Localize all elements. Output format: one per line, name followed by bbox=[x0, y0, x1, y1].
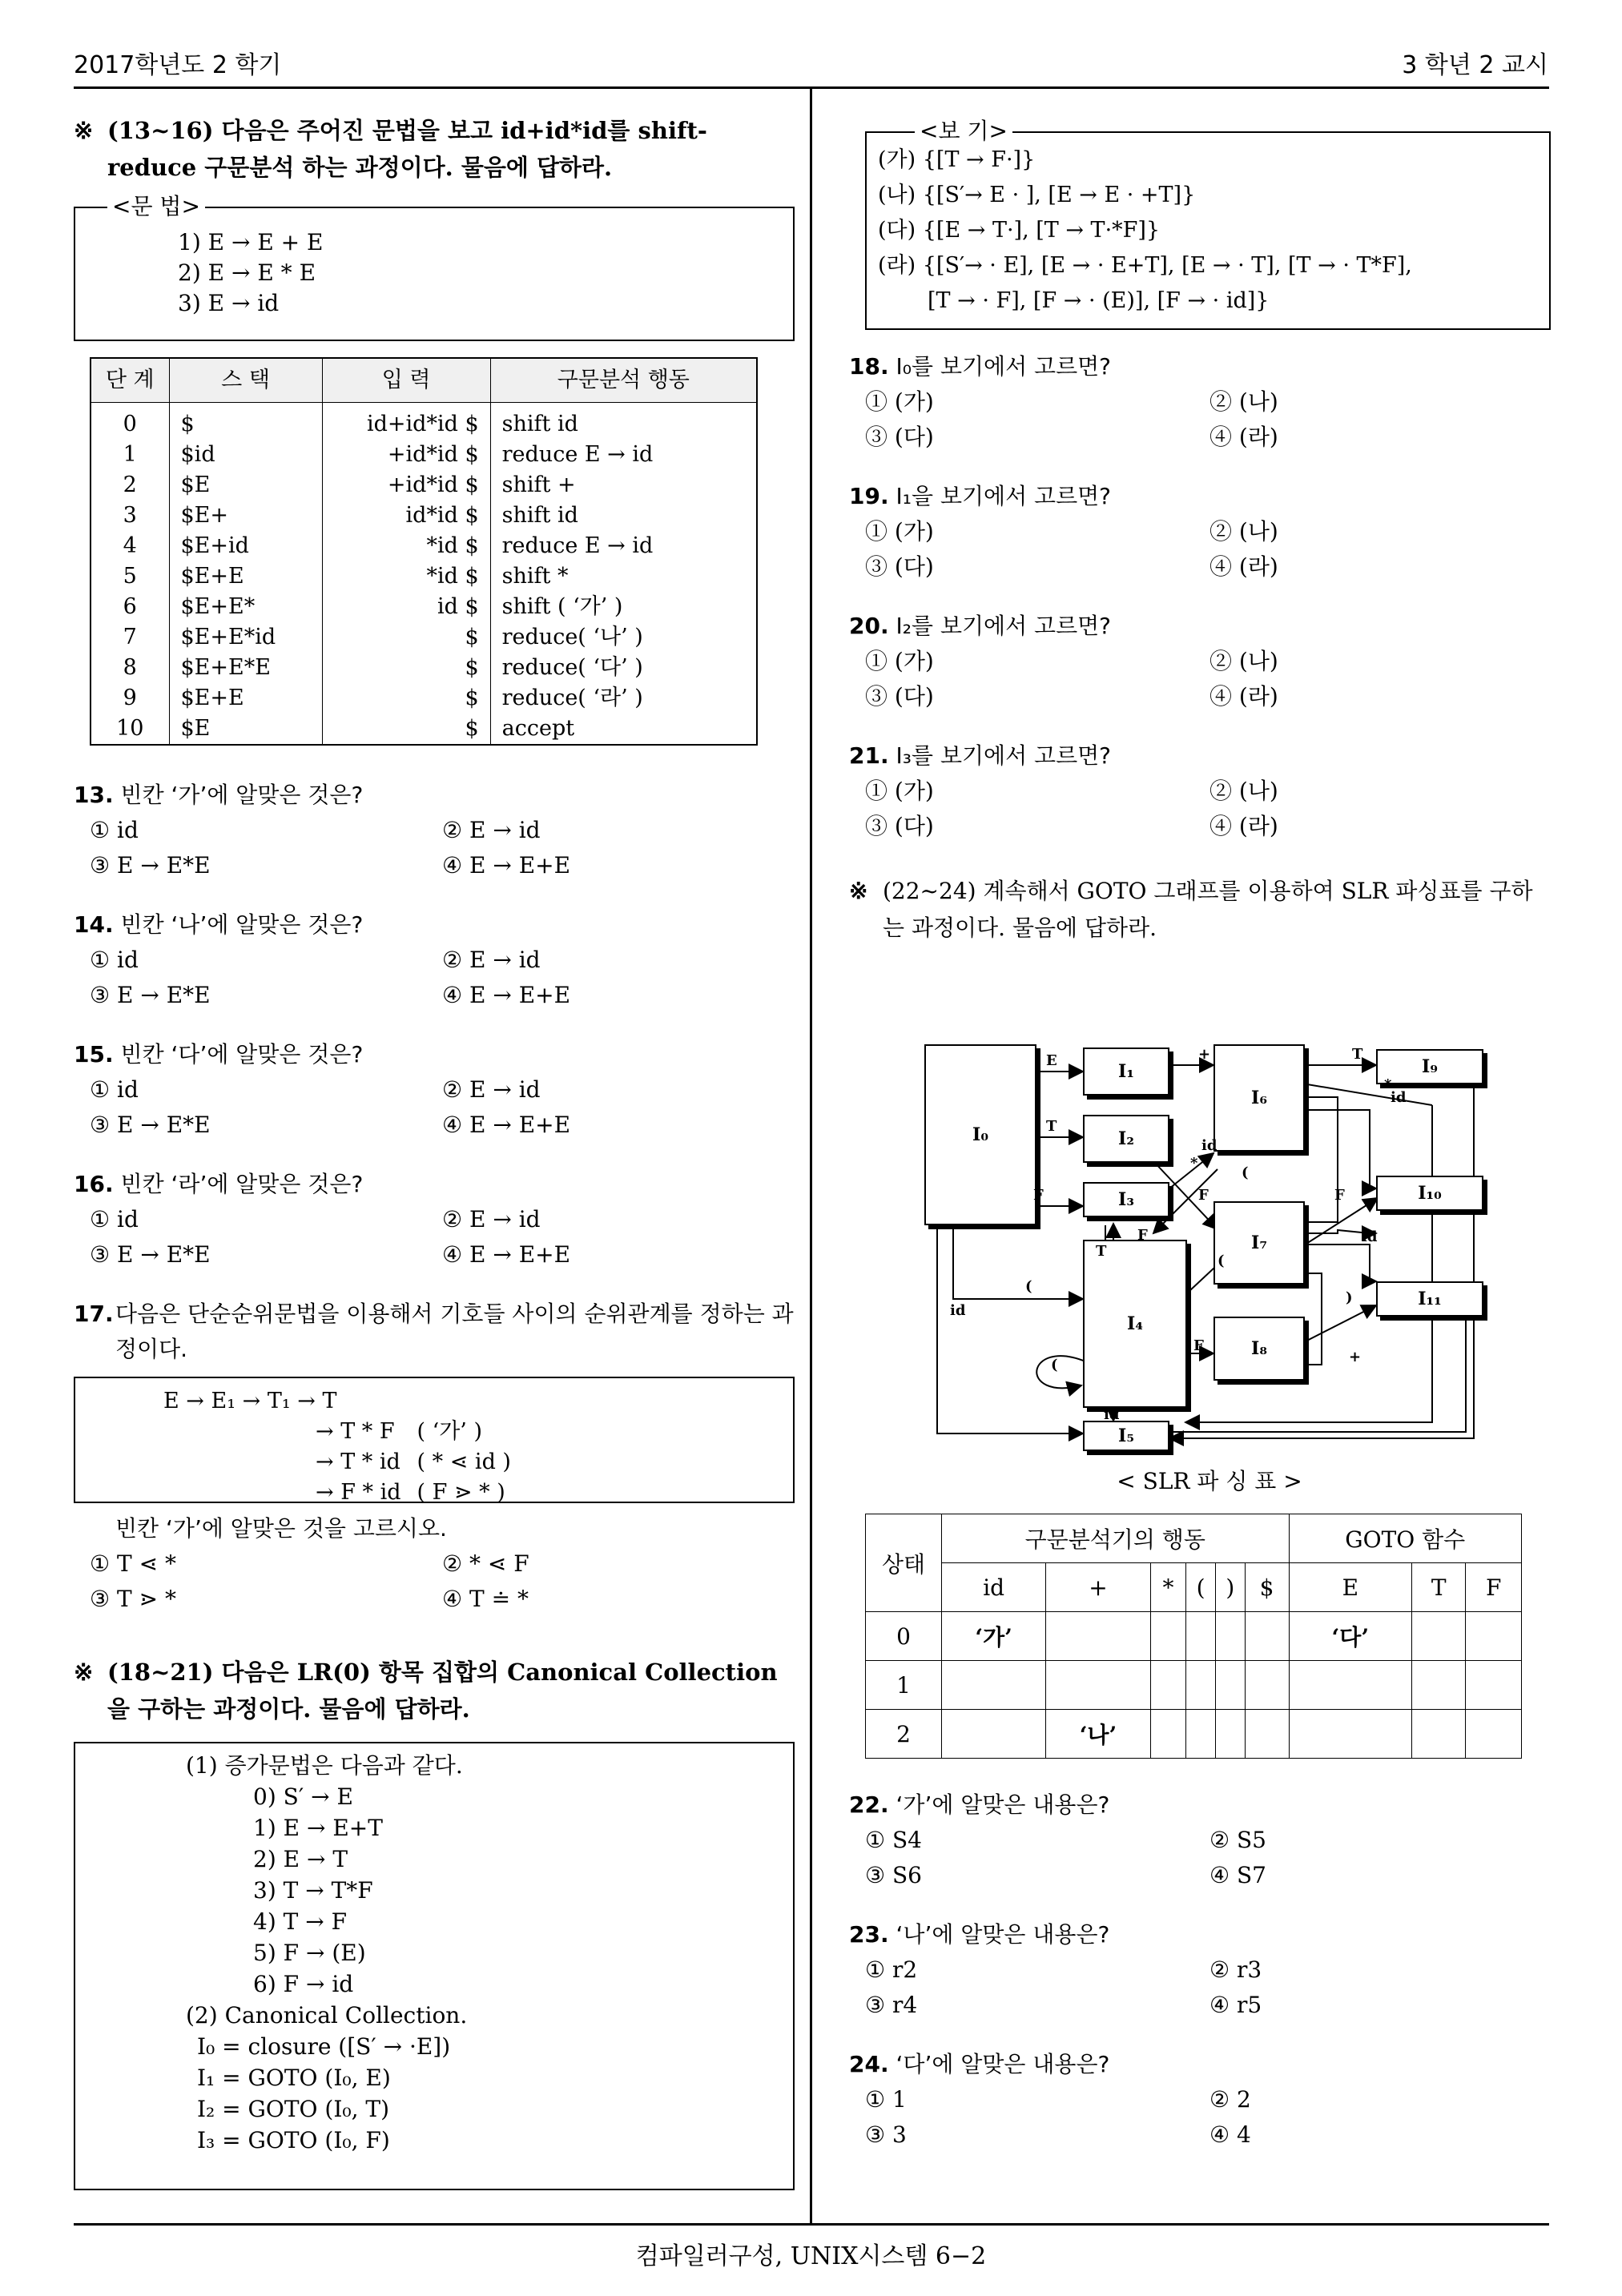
question-text: I₃를 보기에서 고르면? bbox=[896, 742, 1112, 769]
grammar-rule: 3) E → id bbox=[178, 290, 280, 316]
question-16 bbox=[74, 1167, 795, 1202]
question-number: 21. bbox=[849, 742, 889, 769]
derivation-cell: E → E₁ → T₁ → T bbox=[163, 1389, 337, 1413]
edge-label: * bbox=[1190, 1155, 1198, 1172]
question-22-options bbox=[849, 1823, 1554, 1893]
table-cell: $E+E*E bbox=[169, 653, 322, 683]
bogi-item: (다) {[E → T·], [T → T·*F]} bbox=[878, 218, 1161, 243]
left-column bbox=[74, 112, 795, 2190]
bogi-item: (나) {[S′→ E · ], [E → E · +T]} bbox=[878, 183, 1196, 207]
derivation-cell: → F * id bbox=[316, 1480, 401, 1505]
option-2[interactable]: ② * ⋖ F bbox=[442, 1550, 529, 1577]
table-cell: shift id bbox=[490, 501, 757, 531]
table-cell: $E+id bbox=[169, 531, 322, 561]
section-18-21-instructions bbox=[74, 1654, 795, 1727]
question-text: I₀를 보기에서 고르면? bbox=[896, 353, 1112, 380]
table-cell: $ bbox=[169, 403, 322, 440]
table-cell: id*id $ bbox=[322, 501, 490, 531]
canonical-collection-lines bbox=[75, 1750, 793, 2156]
question-text: 빈칸 ‘가’에 알맞은 것은? bbox=[120, 782, 364, 808]
option-2[interactable]: ② E → id bbox=[442, 817, 541, 843]
table-cell: *id $ bbox=[322, 531, 490, 561]
edge-label: F bbox=[1033, 1187, 1044, 1204]
option-4[interactable]: ④ (라) bbox=[1209, 424, 1278, 450]
option-2[interactable]: ② (나) bbox=[1209, 518, 1278, 545]
option-1[interactable]: ① (가) bbox=[865, 388, 934, 415]
slr-cell: ‘가’ bbox=[942, 1612, 1046, 1661]
option-3[interactable]: ③ S6 bbox=[865, 1862, 922, 1888]
derivation-cell bbox=[409, 1386, 519, 1417]
option-3[interactable]: ③ (다) bbox=[865, 553, 934, 580]
goto-graph bbox=[921, 1041, 1498, 1458]
question-number: 20. bbox=[849, 613, 889, 639]
bogi-item: [T → · F], [F → · (E)], [F → · id]} bbox=[928, 288, 1270, 313]
table-row bbox=[91, 622, 757, 653]
question-19-options bbox=[849, 514, 1554, 585]
slr-parsing-table bbox=[865, 1514, 1522, 1759]
bogi-item: (가) {[T → F·]} bbox=[878, 147, 1036, 172]
slr-cell bbox=[942, 1710, 1046, 1759]
edge-label: * bbox=[1384, 1076, 1392, 1093]
canonical-collection-box bbox=[74, 1742, 795, 2190]
collection-line: (2) Canonical Collection. bbox=[186, 2002, 468, 2029]
slr-cell bbox=[1186, 1661, 1216, 1710]
option-1[interactable]: ① T ⋖ * bbox=[90, 1550, 176, 1577]
slr-cell bbox=[1245, 1612, 1289, 1661]
graph-node-i5: I₅ bbox=[1083, 1421, 1169, 1451]
question-text: ‘다’에 알맞은 내용은? bbox=[896, 2051, 1110, 2077]
graph-node-i10: I₁₀ bbox=[1376, 1176, 1483, 1211]
derivation-table bbox=[155, 1386, 519, 1508]
collection-line: 5) F → (E) bbox=[253, 1940, 366, 1966]
question-text: I₂를 보기에서 고르면? bbox=[896, 613, 1112, 639]
table-cell: $E+E* bbox=[169, 592, 322, 622]
question-18 bbox=[849, 349, 1554, 384]
question-13-options bbox=[74, 813, 795, 883]
table-cell: id $ bbox=[322, 592, 490, 622]
table-cell: reduce( ‘라’ ) bbox=[490, 683, 757, 714]
question-number: 22. bbox=[849, 1791, 889, 1818]
collection-line: (1) 증가문법은 다음과 같다. bbox=[186, 1752, 463, 1779]
edge-label: id bbox=[1201, 1137, 1218, 1154]
table-cell: shift + bbox=[490, 470, 757, 501]
grammar-box-label: <문 법> bbox=[107, 191, 205, 223]
slr-table-caption: < SLR 파 싱 표 > bbox=[1117, 1468, 1302, 1494]
column-divider bbox=[810, 88, 812, 2225]
slr-cell bbox=[1215, 1612, 1245, 1661]
bogi-item: (라) {[S′→ · E], [E → · E+T], [E → · T], [T → · T*F], bbox=[878, 253, 1412, 278]
table-cell: 3 bbox=[91, 501, 169, 531]
question-number: 16. bbox=[74, 1171, 114, 1197]
table-row bbox=[91, 653, 757, 683]
question-14 bbox=[74, 907, 795, 943]
option-3[interactable]: ③ (다) bbox=[865, 813, 934, 839]
derivation-cell: ( F ⋗ * ) bbox=[417, 1480, 505, 1505]
table-row bbox=[91, 561, 757, 592]
exam-year-semester: 2017학년도 2 학기 bbox=[74, 51, 282, 79]
slr-state-header: 상태 bbox=[866, 1514, 942, 1612]
option-4[interactable]: ④ (라) bbox=[1209, 553, 1278, 580]
bogi-lines bbox=[867, 143, 1549, 319]
edge-label: F bbox=[1137, 1227, 1148, 1244]
question-number: 17. bbox=[74, 1301, 114, 1327]
option-1[interactable]: ① (가) bbox=[865, 778, 934, 804]
question-15 bbox=[74, 1037, 795, 1072]
graph-node-i2: I₂ bbox=[1083, 1115, 1169, 1163]
edge-label: T bbox=[1096, 1243, 1107, 1260]
slr-cell bbox=[1466, 1710, 1522, 1759]
option-3[interactable]: ③ E → E*E bbox=[90, 1112, 211, 1138]
option-3[interactable]: ③ (다) bbox=[865, 424, 934, 450]
option-4[interactable]: ④ T ≐ * bbox=[442, 1586, 529, 1612]
question-text: I₁을 보기에서 고르면? bbox=[896, 483, 1112, 509]
shift-reduce-table bbox=[90, 357, 758, 746]
option-1[interactable]: ① id bbox=[90, 947, 139, 973]
grammar-rule: 1) E → E + E bbox=[178, 229, 324, 255]
slr-cell bbox=[1150, 1661, 1186, 1710]
table-cell: $id bbox=[169, 440, 322, 470]
question-text: 빈칸 ‘나’에 알맞은 것은? bbox=[120, 911, 364, 938]
table-cell: shift ( ‘가’ ) bbox=[490, 592, 757, 622]
table-cell: accept bbox=[490, 714, 757, 745]
slr-cell bbox=[1150, 1710, 1186, 1759]
question-23-options bbox=[849, 1952, 1554, 2023]
graph-node-i6: I₆ bbox=[1213, 1044, 1305, 1152]
collection-line: 1) E → E+T bbox=[253, 1815, 383, 1841]
graph-node-i4: I₄ bbox=[1083, 1240, 1187, 1408]
question-21 bbox=[849, 738, 1554, 774]
table-cell: $ bbox=[322, 683, 490, 714]
slr-cell bbox=[1150, 1612, 1186, 1661]
section-title: (13~16) 다음은 주어진 문법을 보고 id+id*id를 shift-reduce 구문분석 하는 과정이다. 물음에 답하라. bbox=[107, 117, 707, 181]
question-number: 18. bbox=[849, 353, 889, 380]
question-text: 빈칸 ‘라’에 알맞은 것은? bbox=[120, 1171, 364, 1197]
collection-line: I₀ = closure ([S′ → ·E]) bbox=[197, 2033, 451, 2060]
table-header: 구문분석 행동 bbox=[490, 358, 757, 403]
collection-line: 0) S′ → E bbox=[253, 1783, 353, 1810]
option-2[interactable]: ② E → id bbox=[442, 1076, 541, 1103]
table-cell: $E+E bbox=[169, 561, 322, 592]
collection-line: 3) T → T*F bbox=[253, 1877, 373, 1904]
option-2[interactable]: ② 2 bbox=[1209, 2086, 1251, 2113]
section-title: (22~24) 계속해서 GOTO 그래프를 이용하여 SLR 파싱표를 구하는 과정이다. 물음에 답하라. bbox=[883, 878, 1533, 941]
option-3[interactable]: ③ 3 bbox=[865, 2121, 907, 2148]
table-cell: reduce E → id bbox=[490, 531, 757, 561]
slr-cell: ‘다’ bbox=[1289, 1612, 1412, 1661]
question-number: 13. bbox=[74, 782, 114, 808]
option-2[interactable]: ② r3 bbox=[1209, 1956, 1262, 1983]
slr-cell bbox=[1412, 1710, 1466, 1759]
option-4[interactable]: ④ 4 bbox=[1209, 2121, 1251, 2148]
slr-cell bbox=[942, 1661, 1046, 1710]
right-column bbox=[849, 112, 1554, 947]
question-number: 15. bbox=[74, 1041, 114, 1068]
slr-cell: ‘나’ bbox=[1046, 1710, 1150, 1759]
option-1[interactable]: ① id bbox=[90, 1076, 139, 1103]
bogi-label: <보 기> bbox=[915, 115, 1012, 147]
option-2[interactable]: ② (나) bbox=[1209, 778, 1278, 804]
slr-column-header: T bbox=[1412, 1563, 1466, 1612]
derivation-cell: → T * F bbox=[316, 1419, 395, 1444]
edge-label: ( bbox=[1051, 1357, 1058, 1373]
option-4[interactable]: ④ E → E+E bbox=[442, 982, 571, 1008]
question-23 bbox=[849, 1917, 1554, 1952]
derivation-cell: ( * ⋖ id ) bbox=[417, 1450, 511, 1474]
table-cell: reduce( ‘나’ ) bbox=[490, 622, 757, 653]
option-2[interactable]: ② E → id bbox=[442, 1206, 541, 1232]
question-13 bbox=[74, 778, 795, 813]
edge-label: + bbox=[1349, 1349, 1362, 1365]
question-text: 빈칸 ‘다’에 알맞은 것은? bbox=[120, 1041, 364, 1068]
edge-label: E bbox=[1046, 1052, 1057, 1069]
slr-cell bbox=[1215, 1661, 1245, 1710]
question-17-options bbox=[74, 1546, 795, 1617]
question-20-options bbox=[849, 644, 1554, 714]
option-3[interactable]: ③ (다) bbox=[865, 683, 934, 710]
question-20 bbox=[849, 609, 1554, 644]
graph-node-i1: I₁ bbox=[1083, 1047, 1169, 1096]
question-number: 14. bbox=[74, 911, 114, 938]
table-header: 입 력 bbox=[322, 358, 490, 403]
table-row bbox=[91, 714, 757, 745]
edge-label: id bbox=[1391, 1089, 1407, 1106]
grammar-box bbox=[74, 193, 795, 341]
option-1[interactable]: ① id bbox=[90, 1206, 139, 1232]
option-3[interactable]: ③ T ⋗ * bbox=[90, 1586, 176, 1612]
table-cell: reduce E → id bbox=[490, 440, 757, 470]
questions-22-24 bbox=[849, 1787, 1554, 2153]
question-14-options bbox=[74, 943, 795, 1013]
table-row bbox=[91, 440, 757, 470]
table-cell: $ bbox=[322, 714, 490, 745]
slr-cell bbox=[1466, 1612, 1522, 1661]
question-text: ‘나’에 알맞은 내용은? bbox=[896, 1921, 1110, 1948]
table-row bbox=[91, 592, 757, 622]
table-cell: $E bbox=[169, 470, 322, 501]
graph-node-i0: I₀ bbox=[924, 1044, 1036, 1225]
question-24 bbox=[849, 2047, 1554, 2082]
slr-cell bbox=[1466, 1661, 1522, 1710]
edge-label: F bbox=[1198, 1187, 1209, 1204]
option-4[interactable]: ④ (라) bbox=[1209, 813, 1278, 839]
edge-label: + bbox=[1198, 1046, 1211, 1063]
table-cell: shift * bbox=[490, 561, 757, 592]
table-cell: 10 bbox=[91, 714, 169, 745]
graph-node-i11: I₁₁ bbox=[1376, 1281, 1483, 1317]
option-3[interactable]: ③ E → E*E bbox=[90, 852, 211, 879]
slr-cell bbox=[1046, 1612, 1150, 1661]
option-4[interactable]: ④ (라) bbox=[1209, 683, 1278, 710]
table-cell: 2 bbox=[91, 470, 169, 501]
slr-goto-header: GOTO 함수 bbox=[1289, 1514, 1522, 1563]
collection-line: I₂ = GOTO (I₀, T) bbox=[197, 2096, 390, 2122]
derivation-cell: ( ‘가’ ) bbox=[417, 1419, 483, 1444]
edge-label: T bbox=[1046, 1118, 1057, 1135]
option-1[interactable]: ① (가) bbox=[865, 518, 934, 545]
question-21-options bbox=[849, 774, 1554, 844]
table-cell: *id $ bbox=[322, 561, 490, 592]
question-number: 19. bbox=[849, 483, 889, 509]
slr-column-header: id bbox=[942, 1563, 1046, 1612]
slr-cell bbox=[1289, 1710, 1412, 1759]
table-header: 단 계 bbox=[91, 358, 169, 403]
option-4[interactable]: ④ E → E+E bbox=[442, 852, 571, 879]
slr-row bbox=[866, 1612, 1522, 1661]
slr-cell bbox=[1186, 1612, 1216, 1661]
slr-row bbox=[866, 1710, 1522, 1759]
edge-label: F bbox=[1334, 1187, 1345, 1204]
table-row bbox=[91, 683, 757, 714]
edge-label: ( bbox=[1242, 1164, 1249, 1181]
table-cell: 5 bbox=[91, 561, 169, 592]
option-1[interactable]: ① id bbox=[90, 817, 139, 843]
reference-mark: ※ bbox=[849, 878, 868, 904]
option-3[interactable]: ③ r4 bbox=[865, 1992, 918, 2018]
footer-rule bbox=[74, 2223, 1549, 2226]
option-2[interactable]: ② (나) bbox=[1209, 648, 1278, 674]
slr-cell: 1 bbox=[866, 1661, 942, 1710]
table-cell: +id*id $ bbox=[322, 470, 490, 501]
section-title: (18~21) 다음은 LR(0) 항목 집합의 Canonical Collection을 구하는 과정이다. 물음에 답하라. bbox=[107, 1659, 778, 1723]
table-cell: reduce( ‘다’ ) bbox=[490, 653, 757, 683]
question-16-options bbox=[74, 1202, 795, 1273]
slr-row bbox=[866, 1661, 1522, 1710]
edge-label: ( bbox=[1025, 1278, 1032, 1295]
slr-column-header: $ bbox=[1245, 1563, 1289, 1612]
slr-column-header: + bbox=[1046, 1563, 1150, 1612]
table-row bbox=[91, 470, 757, 501]
derivation-cell: → T * id bbox=[316, 1450, 400, 1474]
table-cell: id+id*id $ bbox=[322, 403, 490, 440]
section-13-16-instructions bbox=[74, 112, 795, 186]
slr-column-header: * bbox=[1150, 1563, 1186, 1612]
question-text: ‘가’에 알맞은 내용은? bbox=[896, 1791, 1110, 1818]
edge-label: T bbox=[1352, 1046, 1363, 1063]
collection-line: I₁ = GOTO (I₀, E) bbox=[197, 2065, 391, 2091]
table-cell: $E bbox=[169, 714, 322, 745]
table-header: 스 택 bbox=[169, 358, 322, 403]
precedence-derivation-box bbox=[74, 1377, 795, 1503]
graph-node-i7: I₇ bbox=[1213, 1201, 1305, 1285]
option-1[interactable]: ① 1 bbox=[865, 2086, 907, 2113]
reference-mark: ※ bbox=[74, 1659, 94, 1686]
table-cell: 0 bbox=[91, 403, 169, 440]
slr-cell bbox=[1186, 1710, 1216, 1759]
slr-cell bbox=[1245, 1661, 1289, 1710]
slr-cell bbox=[1412, 1661, 1466, 1710]
option-4[interactable]: ④ r5 bbox=[1209, 1992, 1262, 2018]
table-cell: 4 bbox=[91, 531, 169, 561]
graph-node-i8: I₈ bbox=[1213, 1317, 1305, 1381]
table-row bbox=[91, 501, 757, 531]
question-19 bbox=[849, 479, 1554, 514]
option-2[interactable]: ② E → id bbox=[442, 947, 541, 973]
table-cell: 6 bbox=[91, 592, 169, 622]
slr-action-header: 구문분석기의 행동 bbox=[942, 1514, 1290, 1563]
table-cell: 8 bbox=[91, 653, 169, 683]
slr-column-header: ) bbox=[1215, 1563, 1245, 1612]
slr-cell bbox=[1412, 1612, 1466, 1661]
table-row bbox=[91, 531, 757, 561]
collection-line: 2) E → T bbox=[253, 1846, 348, 1872]
collection-line: 4) T → F bbox=[253, 1908, 348, 1935]
option-2[interactable]: ② (나) bbox=[1209, 388, 1278, 415]
question-22 bbox=[849, 1787, 1554, 1823]
option-3[interactable]: ③ E → E*E bbox=[90, 1241, 211, 1268]
question-number: 23. bbox=[849, 1921, 889, 1948]
table-cell: shift id bbox=[490, 403, 757, 440]
question-24-options bbox=[849, 2082, 1554, 2153]
collection-line: I₃ = GOTO (I₀, F) bbox=[197, 2127, 390, 2153]
slr-cell bbox=[1289, 1661, 1412, 1710]
bogi-box bbox=[865, 118, 1551, 330]
table-cell: +id*id $ bbox=[322, 440, 490, 470]
option-1[interactable]: ① (가) bbox=[865, 648, 934, 674]
table-cell: $E+E*id bbox=[169, 622, 322, 653]
edge-label: E bbox=[1193, 1337, 1205, 1354]
table-cell: $ bbox=[322, 653, 490, 683]
slr-cell bbox=[1215, 1710, 1245, 1759]
reference-mark: ※ bbox=[74, 117, 94, 144]
option-3[interactable]: ③ E → E*E bbox=[90, 982, 211, 1008]
question-17 bbox=[74, 1297, 795, 1367]
option-4[interactable]: ④ S7 bbox=[1209, 1862, 1266, 1888]
edge-label: ( bbox=[1218, 1253, 1225, 1269]
slr-cell: 0 bbox=[866, 1612, 942, 1661]
question-15-options bbox=[74, 1072, 795, 1143]
grammar-rules bbox=[75, 227, 793, 319]
graph-node-i3: I₃ bbox=[1083, 1182, 1169, 1217]
option-1[interactable]: ① r2 bbox=[865, 1956, 918, 1983]
slr-cell bbox=[1046, 1661, 1150, 1710]
question-text: 다음은 단순순위문법을 이용해서 기호들 사이의 순위관계를 정하는 과정이다. bbox=[115, 1301, 794, 1362]
page-footer: 컴파일러구성, UNIX시스템 6−2 bbox=[635, 2242, 987, 2270]
question-number: 24. bbox=[849, 2051, 889, 2077]
table-cell: $E+E bbox=[169, 683, 322, 714]
table-cell: 9 bbox=[91, 683, 169, 714]
edge-label: id bbox=[1104, 1406, 1120, 1423]
table-cell: $ bbox=[322, 622, 490, 653]
edge-label: id bbox=[950, 1302, 966, 1319]
option-1[interactable]: ① S4 bbox=[865, 1827, 922, 1853]
collection-line: 6) F → id bbox=[253, 1971, 354, 1997]
table-cell: 1 bbox=[91, 440, 169, 470]
slr-column-header: ( bbox=[1186, 1563, 1216, 1612]
slr-column-header: F bbox=[1466, 1563, 1522, 1612]
section-22-24-instructions bbox=[849, 873, 1554, 947]
slr-cell: 2 bbox=[866, 1710, 942, 1759]
table-cell: $E+ bbox=[169, 501, 322, 531]
slr-cell bbox=[1245, 1710, 1289, 1759]
question-17-subprompt: 빈칸 ‘가’에 알맞은 것을 고르시오. bbox=[115, 1515, 447, 1542]
table-cell: 7 bbox=[91, 622, 169, 653]
edge-label: ) bbox=[1346, 1289, 1353, 1306]
question-18-options bbox=[849, 384, 1554, 455]
option-4[interactable]: ④ E → E+E bbox=[442, 1241, 571, 1268]
edge-label: id bbox=[1362, 1228, 1378, 1245]
graph-node-i9: I₉ bbox=[1376, 1049, 1483, 1084]
grade-period: 3 학년 2 교시 bbox=[1402, 51, 1548, 79]
grammar-rule: 2) E → E * E bbox=[178, 259, 316, 286]
option-2[interactable]: ② S5 bbox=[1209, 1827, 1266, 1853]
slr-column-header: E bbox=[1289, 1563, 1412, 1612]
option-4[interactable]: ④ E → E+E bbox=[442, 1112, 571, 1138]
table-row bbox=[91, 403, 757, 440]
